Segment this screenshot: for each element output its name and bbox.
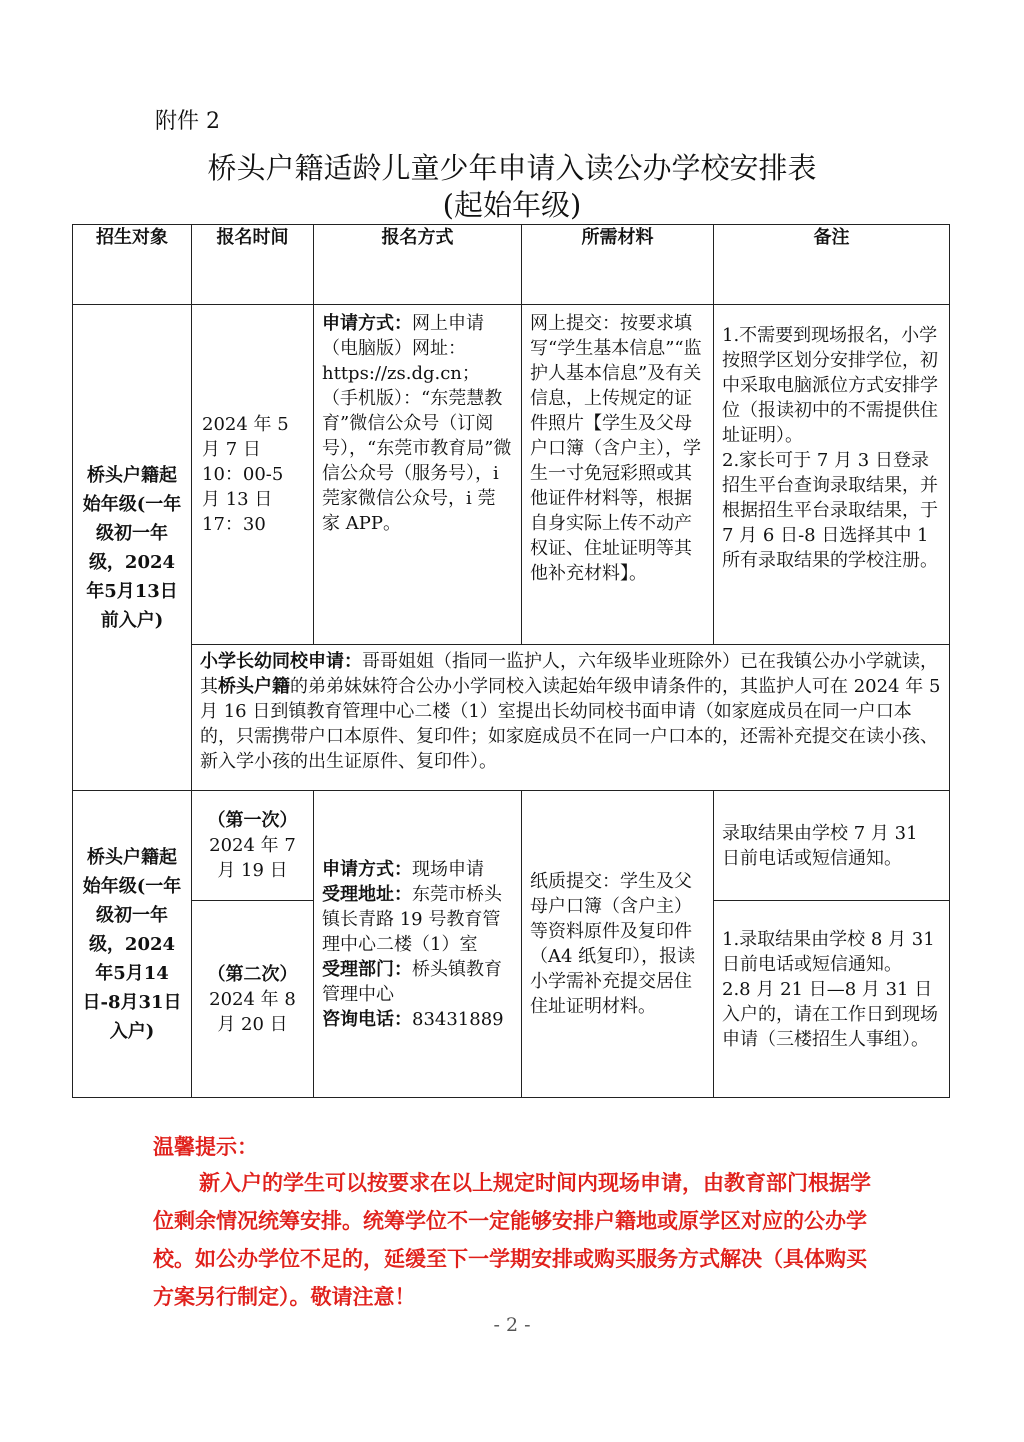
time1-value: 2024 年 7 月 19 日 (209, 835, 296, 881)
table-row (73, 791, 950, 901)
remark-item: 1.录取结果由学校 8 月 31 日前电话或短信通知。 (722, 929, 935, 975)
row2-materials-cell: 纸质提交：学生及父母户口簿（含户主）等资料原件及复印件（A4 纸复印），报读小学需补充提交居住住址证明材料。 (522, 791, 714, 1098)
sibling-highlight: 桥头户籍 (218, 676, 290, 697)
sibling-application-cell (192, 645, 950, 791)
row2-target-cell: 桥头户籍起始年级(一年级初一年级，2024年5月14日-8月31日入户) (73, 791, 192, 1098)
column-header: 所需材料 (522, 225, 714, 305)
phone-value: 83431889 (412, 1008, 504, 1030)
column-header: 备注 (714, 225, 950, 305)
method-label: 申请方式： (322, 858, 412, 880)
remark-item: 2.8 月 21 日—8 月 31 日入户的，请在工作日到现场申请（三楼招生人事组）。 (722, 979, 938, 1050)
row1-target-cell: 桥头户籍起始年级(一年级初一年级，2024年5月13日前入户) (73, 305, 192, 791)
address-value: 东莞市桥头镇长青路 19 号教育管理中心二楼（1）室 (322, 883, 502, 955)
time2-value: 2024 年 8 月 20 日 (209, 988, 296, 1035)
method-mobile: （手机版）：“东莞慧教育”微信公众号（订阅号），“东莞市教育局”微信公众号（服务号），i 莞家微信公众号，i 莞家 APP。 (322, 388, 512, 534)
row2-time2-cell (192, 901, 314, 1098)
row2-remark-a-cell: 录取结果由学校 7 月 31 日前电话或短信通知。 (714, 791, 950, 901)
row1-remark-cell (714, 305, 950, 645)
department-label: 受理部门： (322, 958, 412, 980)
column-header: 报名时间 (192, 225, 314, 305)
row2-method-cell (314, 791, 522, 1098)
time2-label: （第二次） (207, 963, 298, 985)
row2-time1-cell (192, 791, 314, 901)
address-label: 受理地址： (322, 883, 412, 905)
sibling-text: 哥哥姐姐（指同一监护人，六年级毕业班除外）已在我镇公办小学就读，其 (200, 651, 938, 697)
attachment-label: 附件 2 (155, 109, 220, 134)
time1-label: （第一次） (207, 810, 298, 831)
table-header-row (73, 225, 950, 305)
row1-method-cell (314, 305, 522, 645)
page-number: - 2 - (493, 1314, 531, 1336)
notice-title: 温馨提示： (153, 1135, 258, 1159)
notice-body: 新入户的学生可以按要求在以上规定时间内现场申请，由教育部门根据学位剩余情况统筹安排。统筹学位不一定能够安排户籍地或原学区对应的公办学校。如公办学位不足的，延缓至下一学期安排或购买服务方式解决（具体购买方案另行制定）。敬请注意！ (153, 1171, 871, 1309)
column-header: 报名方式 (314, 225, 522, 305)
phone-label: 咨询电话： (322, 1008, 412, 1030)
sibling-text: 的弟弟妹妹符合公办小学同校入读起始年级申请条件的，其监护人可在 2024 年 5 月 16 日到镇教育管理中心二楼（1）室提出长幼同校书面申请（如家庭成员在同一户口本的，只需携带户口本原件、复印件；如家庭成员不在同一户口本的，还需补充提交在读小孩、新入学小孩的出生证原件、复印件）。 (200, 676, 941, 772)
row1-materials-cell: 网上提交：按要求填写“学生基本信息”“监护人基本信息”及有关信息，上传规定的证件照片【学生及父母户口簿（含户主），学生一寸免冠彩照或其他证件材料等，根据自身实际上传不动产权证、住址证明等其他补充材料】。 (522, 305, 714, 645)
column-header: 招生对象 (73, 225, 192, 305)
page-subtitle: (起始年级) (442, 188, 582, 222)
table-row (73, 645, 950, 791)
method-label: 申请方式： (322, 313, 412, 334)
row1-time-cell: 2024 年 5 月 7 日 10：00-5 月 13 日 17：30 (192, 305, 314, 645)
arrangement-table (72, 224, 950, 1098)
method-pc: （电脑版）网址：https://zs.dg.cn； (322, 338, 480, 384)
method-value: 网上申请 (412, 313, 484, 334)
table-row (73, 305, 950, 645)
page-title: 桥头户籍适龄儿童少年申请入读公办学校安排表 (207, 151, 817, 185)
remark-item: 2.家长可于 7 月 3 日登录招生平台查询录取结果，并根据招生平台录取结果，于 7 月 6 日-8 日选择其中 1 所有录取结果的学校注册。 (722, 450, 938, 571)
remark-item: 1.不需要到现场报名，小学按照学区划分安排学位，初中采取电脑派位方式安排学位（报读初中的不需提供住址证明）。 (722, 325, 938, 446)
sibling-label: 小学长幼同校申请： (200, 651, 362, 672)
department-value: 桥头镇教育管理中心 (322, 958, 502, 1005)
row2-remark-b-cell (714, 901, 950, 1098)
method-value: 现场申请 (412, 858, 484, 880)
